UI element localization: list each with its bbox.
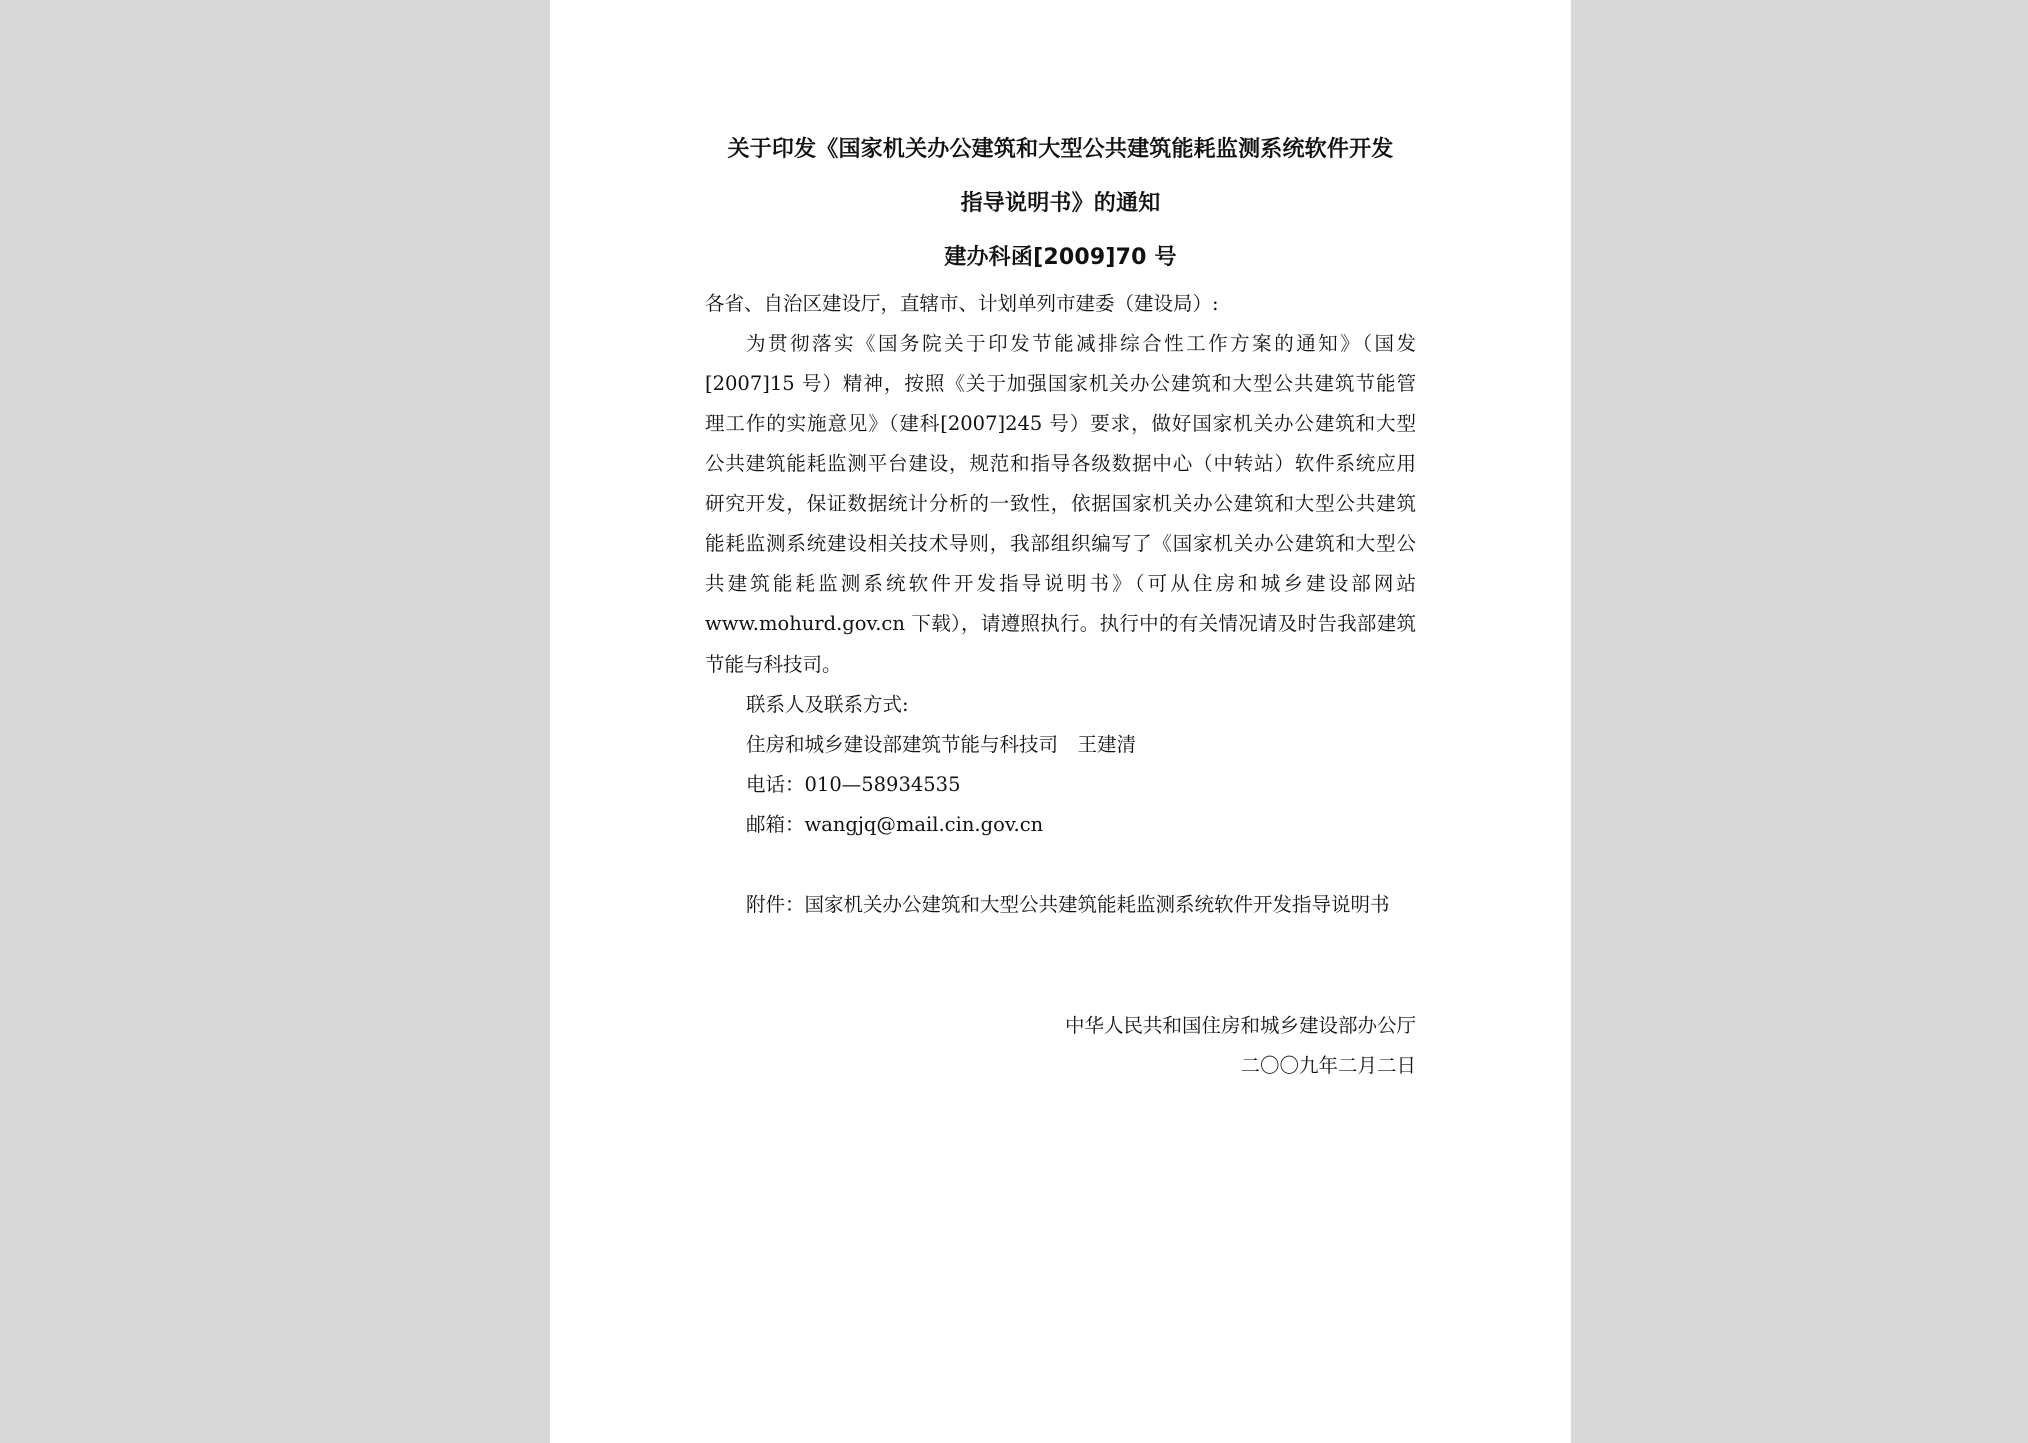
body-line: 研究开发，保证数据统计分析的一致性，依据国家机关办公建筑和大型公共建筑 xyxy=(705,492,1416,515)
document-title-line-1: 关于印发《国家机关办公建筑和大型公共建筑能耗监测系统软件开发 xyxy=(727,137,1394,162)
contact-org-person: 住房和城乡建设部建筑节能与科技司 王建清 xyxy=(746,733,1137,756)
contact-email: 邮箱：wangjq@mail.cin.gov.cn xyxy=(746,813,1044,836)
document-page xyxy=(550,0,1571,1443)
body-line: 共建筑能耗监测系统软件开发指导说明书》（可从住房和城乡建设部网站 xyxy=(705,572,1416,595)
contact-phone: 电话：010—58934535 xyxy=(746,773,961,796)
body-line: 为贯彻落实《国务院关于印发节能减排综合性工作方案的通知》（国发 xyxy=(746,332,1416,355)
contact-heading: 联系人及联系方式: xyxy=(746,693,909,716)
document-title-line-2: 指导说明书》的通知 xyxy=(960,191,1161,216)
body-line: 公共建筑能耗监测平台建设，规范和指导各级数据中心（中转站）软件系统应用 xyxy=(705,452,1416,475)
body-line: 理工作的实施意见》（建科[2007]245 号）要求，做好国家机关办公建筑和大型 xyxy=(705,412,1416,435)
document-number: 建办科函[2009]70 号 xyxy=(944,245,1177,270)
body-line: 节能与科技司。 xyxy=(705,653,842,676)
issuer: 中华人民共和国住房和城乡建设部办公厅 xyxy=(1064,1014,1416,1037)
body-line: 能耗监测系统建设相关技术导则，我部组织编写了《国家机关办公建筑和大型公 xyxy=(705,532,1416,555)
body-line: www.mohurd.gov.cn 下载），请遵照执行。执行中的有关情况请及时告我部建筑 xyxy=(705,612,1416,635)
attachment-note: 附件：国家机关办公建筑和大型公共建筑能耗监测系统软件开发指导说明书 xyxy=(746,893,1390,916)
issue-date: 二〇〇九年二月二日 xyxy=(1240,1054,1416,1077)
salutation: 各省、自治区建设厅，直辖市、计划单列市建委（建设局）: xyxy=(705,292,1219,315)
body-line: [2007]15 号）精神，按照《关于加强国家机关办公建筑和大型公共建筑节能管 xyxy=(705,372,1416,395)
